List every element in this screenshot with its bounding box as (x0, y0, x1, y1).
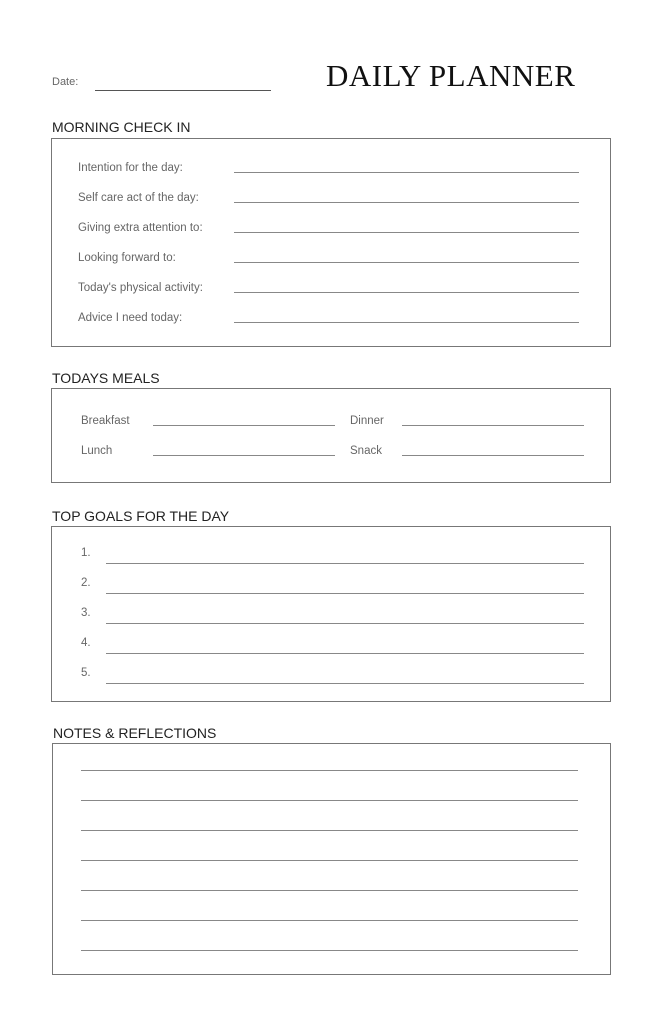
lunch-label: Lunch (81, 445, 113, 457)
extra-attention-line[interactable] (234, 232, 579, 233)
looking-forward-label: Looking forward to: (78, 252, 176, 264)
goal-number: 2. (81, 577, 91, 589)
top-goals-title: TOP GOALS FOR THE DAY (52, 508, 230, 524)
notes-line[interactable] (81, 860, 578, 861)
todays-meals-title: TODAYS MEALS (52, 370, 160, 386)
lunch-line[interactable] (153, 455, 335, 456)
todays-meals-box (51, 388, 611, 483)
snack-line[interactable] (402, 455, 584, 456)
self-care-line[interactable] (234, 202, 579, 203)
goal-number: 3. (81, 607, 91, 619)
goal-line[interactable] (106, 653, 584, 654)
dinner-label: Dinner (350, 415, 384, 427)
goal-line[interactable] (106, 593, 584, 594)
breakfast-label: Breakfast (81, 415, 130, 427)
notes-line[interactable] (81, 890, 578, 891)
goal-number: 4. (81, 637, 91, 649)
goal-line[interactable] (106, 683, 584, 684)
goal-number: 5. (81, 667, 91, 679)
page-title: DAILY PLANNER (326, 58, 576, 93)
advice-label: Advice I need today: (78, 312, 183, 324)
breakfast-line[interactable] (153, 425, 335, 426)
notes-line[interactable] (81, 950, 578, 951)
date-label: Date: (52, 76, 79, 88)
extra-attention-label: Giving extra attention to: (78, 222, 203, 234)
goal-number: 1. (81, 547, 91, 559)
intention-line[interactable] (234, 172, 579, 173)
notes-box (52, 743, 611, 975)
physical-activity-label: Today's physical activity: (78, 282, 203, 294)
notes-line[interactable] (81, 800, 578, 801)
physical-activity-line[interactable] (234, 292, 579, 293)
goal-line[interactable] (106, 563, 584, 564)
goal-line[interactable] (106, 623, 584, 624)
notes-line[interactable] (81, 920, 578, 921)
notes-line[interactable] (81, 830, 578, 831)
date-field-line[interactable] (95, 90, 271, 91)
dinner-line[interactable] (402, 425, 584, 426)
advice-line[interactable] (234, 322, 579, 323)
top-goals-box (51, 526, 611, 702)
morning-check-in-title: MORNING CHECK IN (52, 119, 191, 135)
snack-label: Snack (350, 445, 382, 457)
notes-line[interactable] (81, 770, 578, 771)
intention-label: Intention for the day: (78, 162, 183, 174)
looking-forward-line[interactable] (234, 262, 579, 263)
self-care-label: Self care act of the day: (78, 192, 199, 204)
notes-title: NOTES & REFLECTIONS (53, 725, 217, 741)
